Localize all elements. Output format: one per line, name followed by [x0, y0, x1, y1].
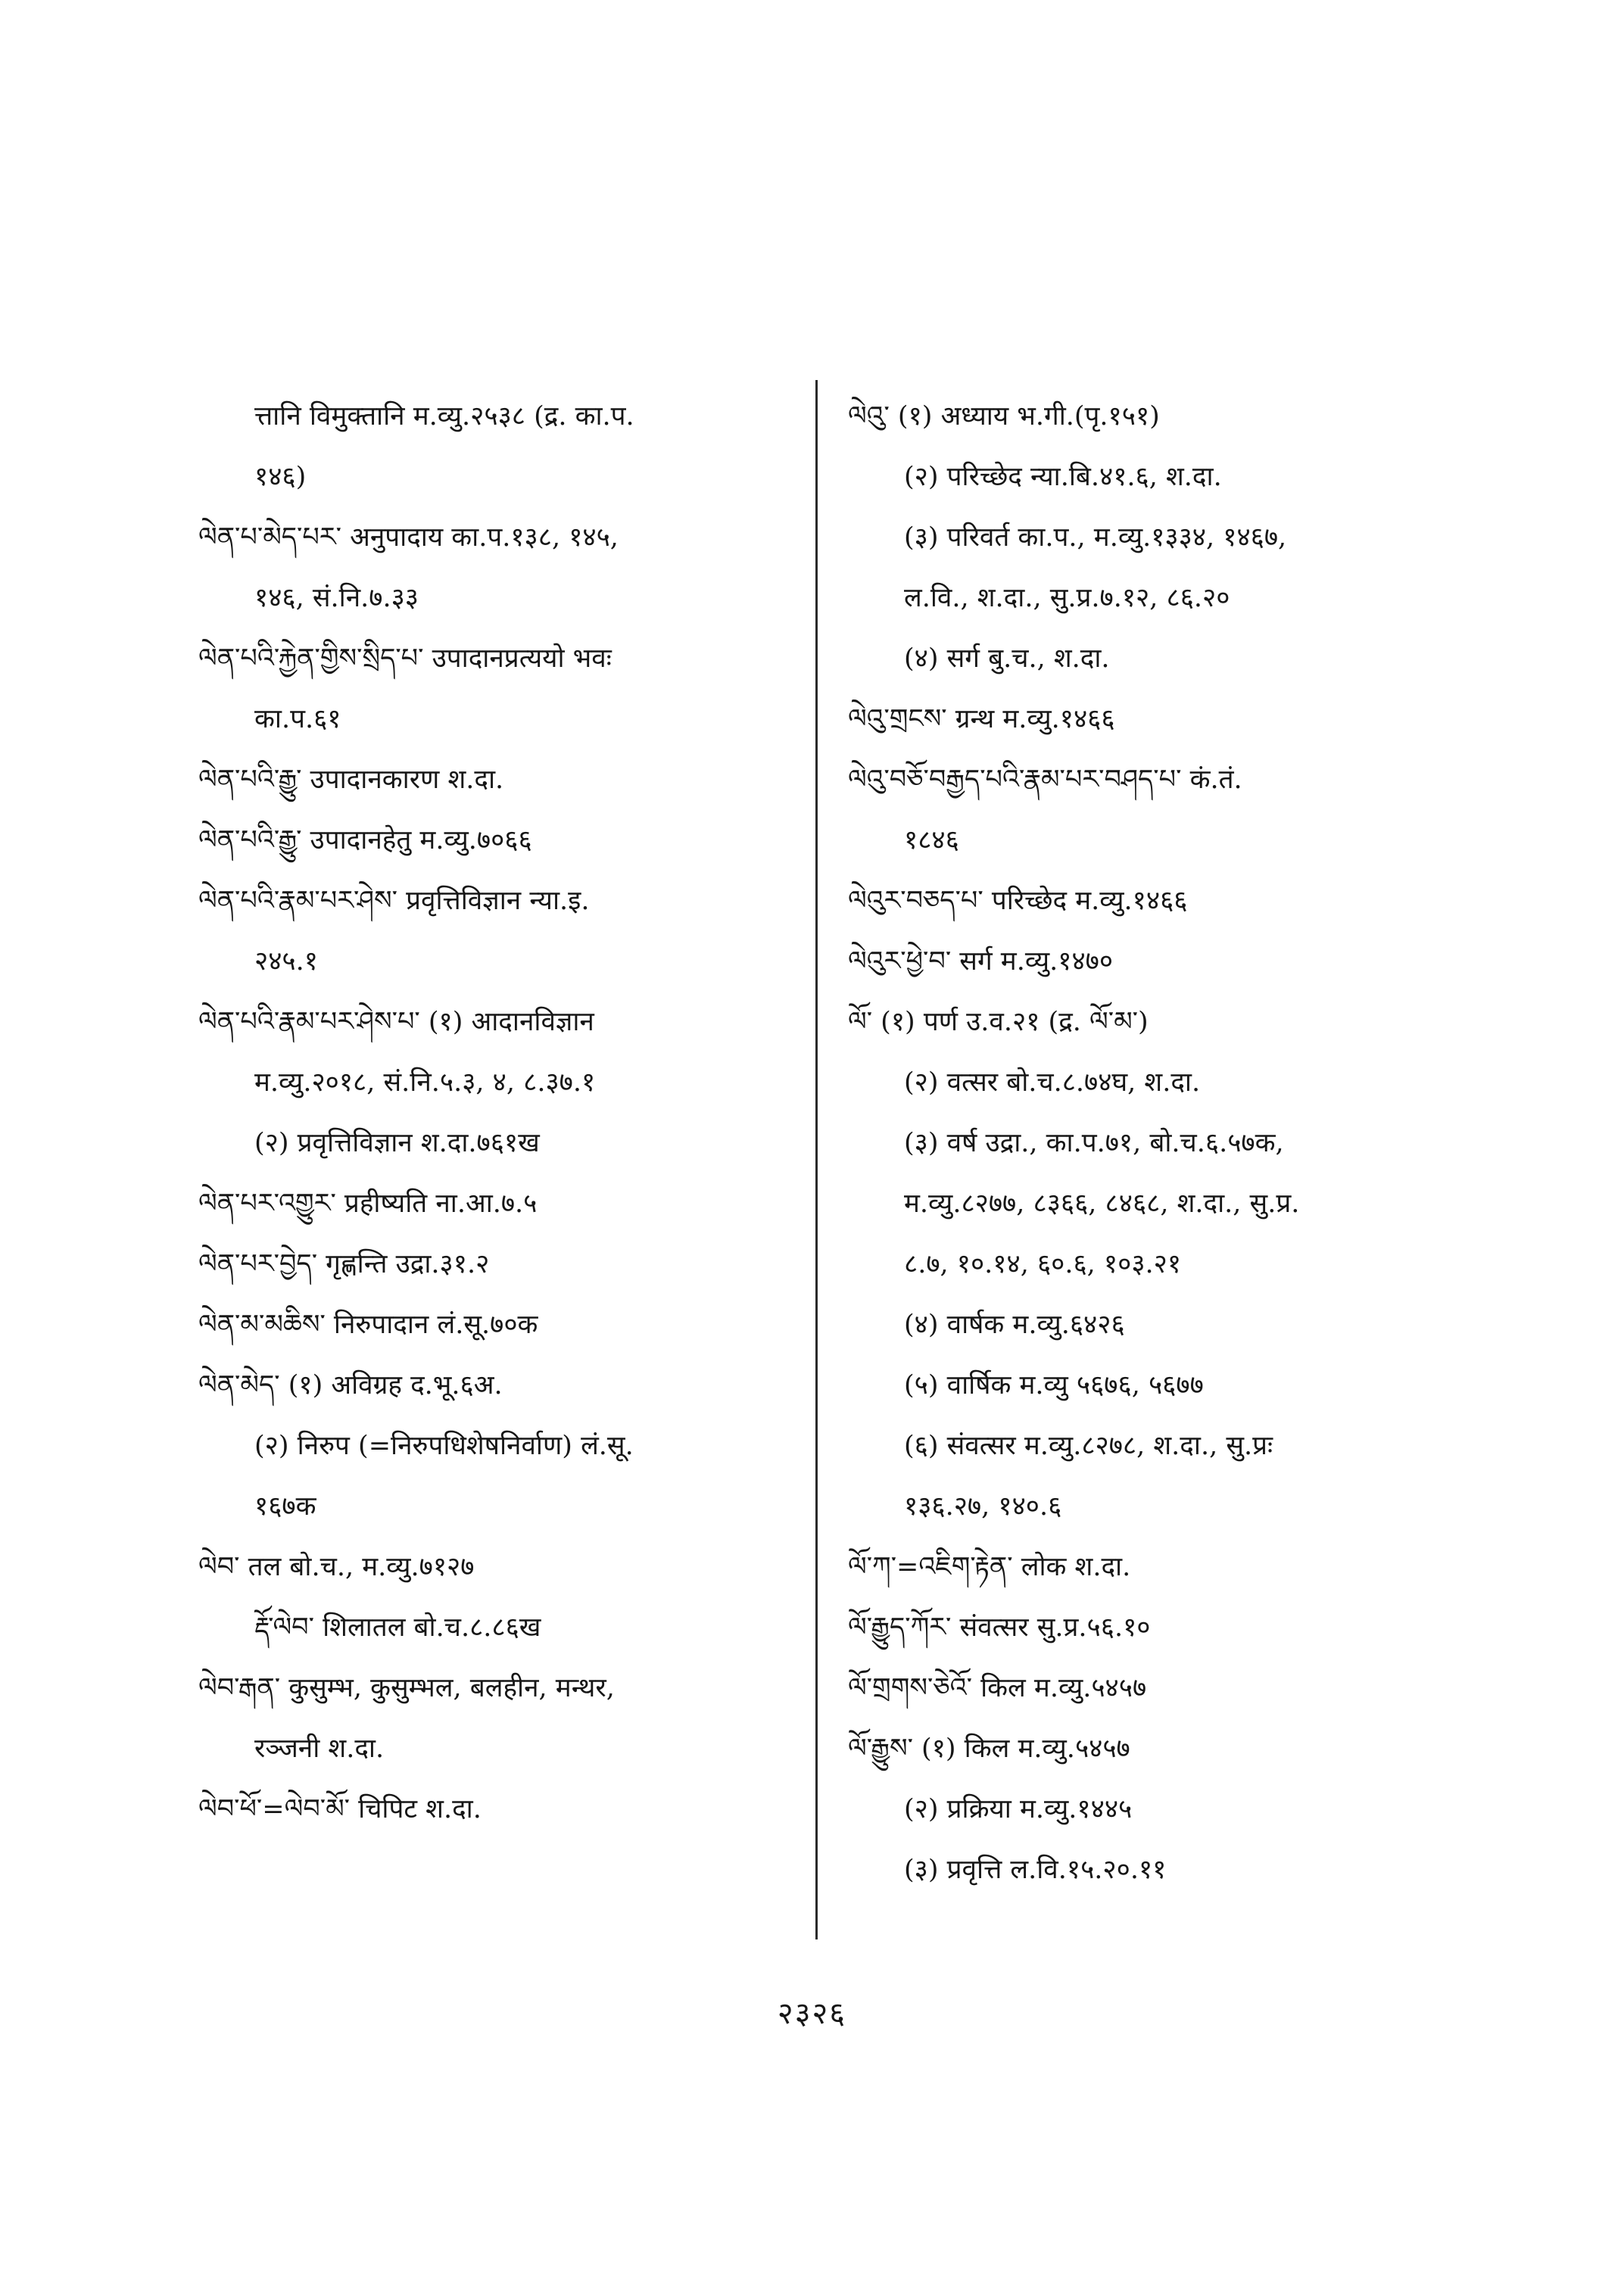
entry-continuation-line: (३) वर्ष उद्रा., का.प.७१, बो.च.६.५७क, [904, 1128, 1284, 1158]
entry-continuation-line: १६७क [254, 1491, 316, 1522]
entry-continuation-line: (२) निरुप (=निरुपधिशेषनिर्वाण) लं.सू. [254, 1431, 634, 1461]
entry-continuation-line: (४) वार्षक म.व्यु.६४२६ [904, 1310, 1125, 1340]
entry-continuation-line: रञ्जनी श.दा. [254, 1734, 385, 1764]
entry-headword-line: ལེན་པ་མེད་པར་ अनुपादाय का.प.१३८, १४५, [198, 522, 619, 553]
entry-continuation-line: (२) प्रवृत्तिविज्ञान श.दा.७६१ख [254, 1128, 540, 1158]
entry-headword-line: ལེན་མེད་ (१) अविग्रह द.भू.६अ. [198, 1370, 503, 1400]
entry-continuation-line: त्तानि विमुक्तानि म.व्यु.२५३८ (द्र. का.प. [254, 401, 634, 431]
entry-continuation-line: २४५.१ [254, 946, 318, 977]
entry-headword-line: ལེན་པའི་རྣམ་པར་ཤེས་པ་ (१) आदानविज्ञान [198, 1007, 594, 1037]
entry-continuation-line: १४६) [254, 462, 307, 492]
entry-continuation-line: (४) सर्ग बु.च., श.दा. [904, 643, 1110, 674]
entry-continuation-line: १८४६ [904, 825, 959, 855]
entry-headword-line: ལེན་པའི་རྣམ་པར་ཤེས་ प्रवृत्तिविज्ञान न्या.इ. [198, 886, 590, 916]
entry-headword-line: ལེའུ་ (१) अध्याय भ.गी.(पृ.१५१) [848, 401, 1160, 431]
right-column [848, 386, 1454, 1900]
entry-headword-line: ལེབ་ तल बो.च., म.व्यु.७१२७ [198, 1552, 475, 1582]
entry-headword-line: ལེན་པའི་རྒྱུ་ उपादानहेतु म.व्यु.७०६६ [198, 825, 532, 855]
page-number: २३२६ [777, 1996, 847, 2031]
entry-continuation-line: १३६.२७, १४०.६ [904, 1491, 1062, 1522]
entry-headword-line: ལོ་ཀ་=འཇིག་རྟེན་ लोक श.दा. [848, 1552, 1131, 1582]
entry-headword-line: ལོ་ (१) पर्ण उ.व.२१ (द्र. ལོ་མ་) [848, 1007, 1149, 1037]
entry-continuation-line: (२) प्रक्रिया म.व्यु.१४४५ [904, 1794, 1133, 1824]
entry-headword-line: ལེན་པར་བྱེད་ गृह्णन्ति उद्रा.३१.२ [198, 1249, 490, 1279]
entry-continuation-line: म.व्यु.२०१८, सं.नि.५.३, ४, ८.३७.१ [254, 1067, 596, 1098]
entry-continuation-line: का.प.६१ [254, 704, 341, 734]
entry-headword-line: ལེའུ་གྲངས་ ग्रन्थ म.व्यु.१४६६ [848, 704, 1115, 734]
entry-headword-line: ལེན་པར་འགྱུར་ प्रहीष्यति ना.आ.७.५ [198, 1189, 538, 1219]
entry-continuation-line: (३) प्रवृत्ति ल.वि.१५.२०.११ [904, 1855, 1167, 1885]
column-divider [815, 380, 818, 1939]
entry-headword-line: ལེའུར་ཕྱེ་བ་ सर्ग म.व्यु.१४७० [848, 946, 1114, 977]
entry-continuation-line: རྡོ་ལེབ་ शिलातल बो.च.८.८६ख [254, 1612, 541, 1643]
entry-headword-line: ལེའུར་བཅད་པ་ परिच्छेद म.व्यु.१४६६ [848, 886, 1188, 916]
entry-continuation-line: (२) परिच्छेद न्या.बि.४१.६, श.दा. [904, 462, 1222, 492]
entry-continuation-line: ८.७, १०.१४, ६०.६, १०३.२१ [904, 1249, 1182, 1279]
entry-headword-line: ལེབ་རྒན་ कुसुम्भ, कुसुम्भल, बलहीन, मन्थर, [198, 1673, 615, 1703]
entry-continuation-line: (५) वार्षिक म.व्यु ५६७६, ५६७७ [904, 1370, 1204, 1400]
entry-headword-line: ལེབ་ཕོ་=ལེབ་མོ་ चिपिट श.दा. [198, 1794, 482, 1824]
entry-continuation-line: १४६, सं.नि.७.३३ [254, 583, 419, 613]
entry-headword-line: ལོ་རྒྱུས་ (१) किल म.व्यु.५४५७ [848, 1734, 1130, 1764]
entry-headword-line: ལེའུ་བཅོ་བརྒྱད་པའི་རྣམ་པར་བཤད་པ་ कं.तं. [848, 765, 1242, 795]
entry-headword-line: ལེན་པའི་རྐྱེན་གྱིས་སྲིད་པ་ उपादानप्रत्ययो भवः [198, 643, 612, 674]
entry-headword-line: ལོ་རྒྱུད་ཀོར་ संवत्सर सु.प्र.५६.१० [848, 1612, 1151, 1643]
left-column [198, 386, 789, 1840]
entry-continuation-line: (३) परिवर्त का.प., म.व्यु.१३३४, १४६७, [904, 522, 1287, 553]
entry-continuation-line: (२) वत्सर बो.च.८.७४घ, श.दा. [904, 1067, 1201, 1098]
entry-continuation-line: ल.वि., श.दा., सु.प्र.७.१२, ८६.२० [904, 583, 1230, 613]
entry-headword-line: ལེན་པའི་རྒྱུ་ उपादानकारण श.दा. [198, 765, 504, 795]
entry-continuation-line: (६) संवत्सर म.व्यु.८२७८, श.दा., सु.प्रः [904, 1431, 1273, 1461]
entry-continuation-line: म.व्यु.८२७७, ८३६६, ८४६८, श.दा., सु.प्र. [904, 1189, 1300, 1219]
entry-headword-line: ལོ་གྲགས་ཅེའོ་ किल म.व्यु.५४५७ [848, 1673, 1147, 1703]
entry-headword-line: ལེན་མ་མཆིས་ निरुपादान लं.सू.७०क [198, 1310, 538, 1340]
